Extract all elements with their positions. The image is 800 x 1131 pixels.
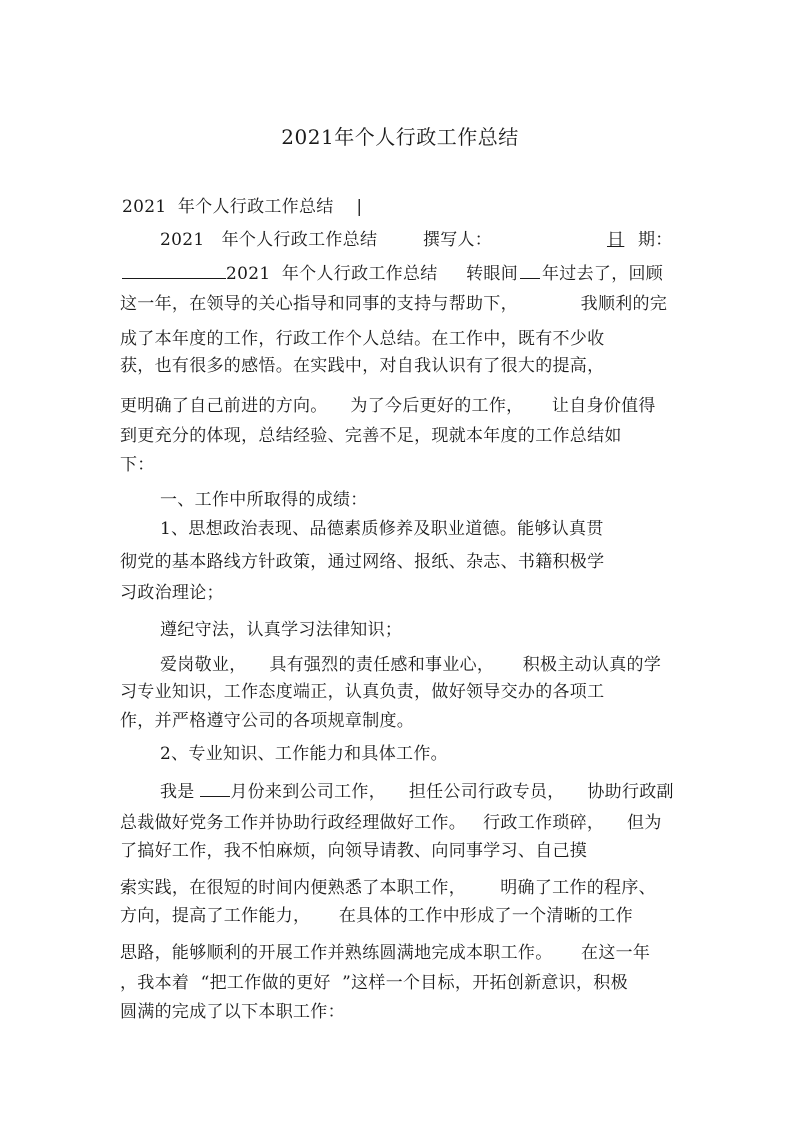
year-blank [520,262,540,279]
text-line: 了搞好工作，我不怕麻烦，向领导请教、向同事学习、自己摸 [120,841,588,861]
text-line: 我是 月份来到公司工作， 担任公司行政专员， 协助行政副 [160,782,674,802]
page-title: 2021年个人行政工作总结 [281,125,519,149]
text-line: 习专业知识，工作态度端正，认真负责，做好领导交办的各项工 [120,682,605,702]
text-line: 成了本年度的工作，行政工作个人总结。在工作中，既有不少收 [120,329,605,349]
text-line: 圆满的完成了以下本职工作： [120,1002,345,1022]
text-line: 思路，能够顺利的开展工作并熟练圆满地完成本职工作。 在这一年 [120,943,651,963]
text-line: 方向，提高了工作能力， 在具体的工作中形成了一个清晰的工作 [120,906,633,926]
text-line: 习政治理论； [120,583,224,603]
text-line: 获，也有很多的感悟。在实践中，对自我认识有了很大的提高， [120,356,605,376]
subtitle-line: 2021 年个人行政工作总结 | [122,197,363,217]
text-line: 这一年，在领导的关心指导和同事的支持与帮助下， 我顺利的完 [120,294,668,314]
text-line: 爱岗敬业， 具有强烈的责任感和事业心， 积极主动认真的学 [160,655,662,675]
text-line: 下： [120,455,155,475]
text-line: 遵纪守法，认真学习法律知识； [160,620,403,640]
text-line: 1、思想政治表现、品德素质修养及职业道德。能够认真贯 [160,519,604,539]
section-heading: 2、专业知识、工作能力和具体工作。 [160,744,448,764]
month-blank [200,780,230,797]
meta-line: 2021 年个人行政工作总结 撰写人： [160,230,493,250]
text-line: 彻党的基本路线方针政策，通过网络、报纸、杂志、书籍积极学 [120,552,605,572]
text-line: ，我本着 “把工作做的更好 ”这样一个目标，开拓创新意识，积极 [120,973,628,993]
date-blank [122,262,226,279]
text-line: 2021 年个人行政工作总结 转眼间 年过去了，回顾 [122,262,663,284]
text-line: 总裁做好党务工作并协助行政经理做好工作。 行政工作琐碎， 但为 [120,813,662,833]
section-heading: 一、工作中所取得的成绩： [160,490,368,510]
date-label-part: 期： [638,230,673,250]
text-line: 到更充分的体现，总结经验、完善不足，现就本年度的工作总结如 [120,426,622,446]
text-line: 作，并严格遵守公司的各项规章制度。 [120,711,415,731]
text-line: 索实践，在很短的时间内便熟悉了本职工作， 明确了工作的程序、 [120,878,656,898]
date-label-part: 日 [607,230,625,250]
text-line: 更明确了自己前进的方向。 为了今后更好的工作， 让自身价值得 [120,396,656,416]
